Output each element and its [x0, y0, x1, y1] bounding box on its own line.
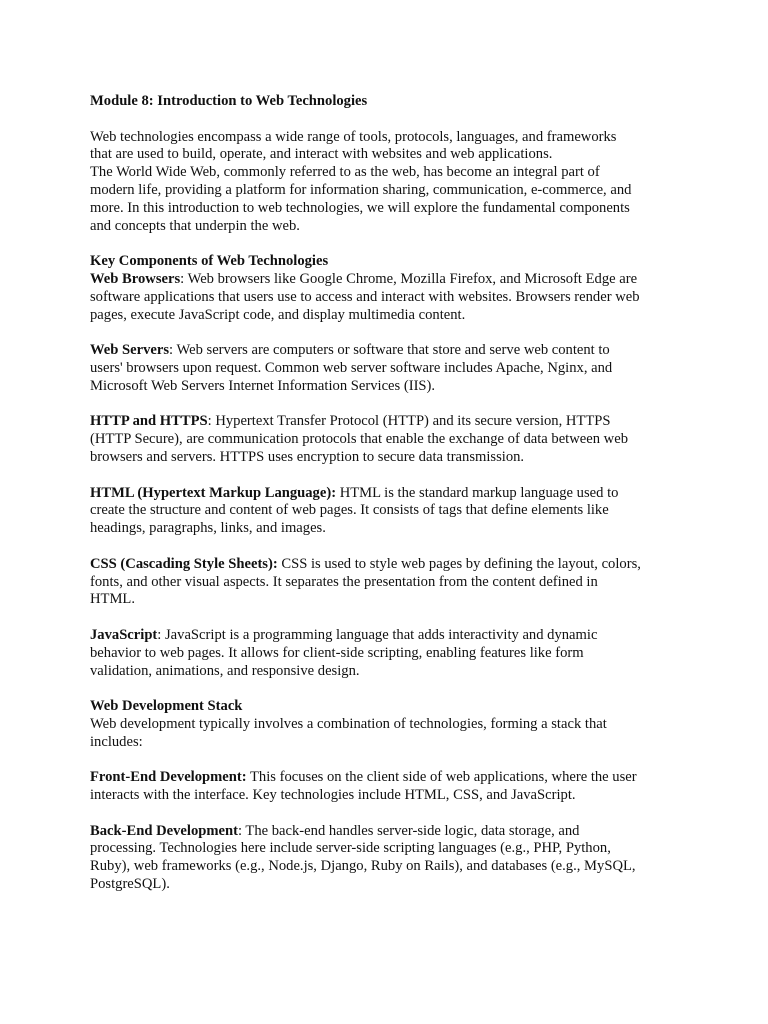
intro-line: more. In this introduction to web technologies, we will explore the fundamental components [90, 199, 630, 216]
component-separator: : [207, 413, 216, 430]
stack-item-term: Back-End Development [90, 822, 238, 839]
component-line: Microsoft Web Servers Internet Information Services (IIS). [90, 377, 436, 394]
stack-item-first-text: The back-end handles server-side logic, data storage, and [245, 822, 580, 839]
stack-item-first-text: This focuses on the client side of web applications, where the user [250, 769, 637, 786]
section-heading-stack: Web Development Stack [90, 698, 243, 715]
intro-line: The World Wide Web, commonly referred to as the web, has become an integral part of [90, 164, 600, 181]
intro-line: that are used to build, operate, and interact with websites and web applications. [90, 146, 553, 163]
stack-intro-line: includes: [90, 733, 143, 750]
component-first-line [90, 627, 686, 645]
component-first-line [90, 342, 686, 360]
component-first-text: HTML is the standard markup language used to [339, 484, 619, 501]
component-term: HTTP and HTTPS [90, 413, 208, 430]
intro-line: modern life, providing a platform for information sharing, communication, e-commerce, and [90, 181, 632, 198]
stack-intro-block [90, 698, 686, 751]
component-first-line [90, 556, 686, 574]
component-line: validation, animations, and responsive design. [90, 662, 360, 679]
component-term: Web Browsers [90, 270, 181, 287]
component-javascript [90, 627, 686, 680]
document-title: Module 8: Introduction to Web Technologies [90, 93, 368, 109]
component-line: users' browsers upon request. Common web server software includes Apache, Nginx, and [90, 359, 613, 376]
stack-item-term: Front-End Development: [90, 769, 247, 786]
component-separator: : [157, 626, 165, 643]
stack-item-line: processing. Technologies here include server-side scripting languages (e.g., PHP, Python, [90, 840, 611, 857]
component-http-https [90, 413, 686, 466]
stack-item-back-end [90, 823, 686, 894]
component-line: HTML. [90, 591, 135, 608]
component-web-browsers [90, 253, 686, 324]
component-html [90, 485, 686, 538]
stack-item-line: interacts with the interface. Key technologies include HTML, CSS, and JavaScript. [90, 787, 576, 804]
stack-item-line: PostgreSQL). [90, 876, 170, 893]
stack-item-separator: : [237, 822, 246, 839]
component-line: (HTTP Secure), are communication protocols that enable the exchange of data between web [90, 431, 628, 448]
component-line: pages, execute JavaScript code, and display multimedia content. [90, 306, 466, 323]
component-separator: : [180, 270, 188, 287]
intro-line: and concepts that underpin the web. [90, 217, 300, 234]
component-term: JavaScript [90, 626, 158, 643]
stack-item-first-line [90, 769, 686, 787]
component-first-line [90, 271, 686, 289]
component-line: create the structure and content of web pages. It consists of tags that define elements like [90, 502, 609, 519]
component-first-line [90, 413, 686, 431]
stack-intro-line: Web development typically involves a combination of technologies, forming a stack that [90, 715, 607, 732]
component-term: HTML (Hypertext Markup Language): [90, 484, 337, 501]
intro-paragraph [90, 129, 686, 236]
component-first-text: Web browsers like Google Chrome, Mozilla Firefox, and Microsoft Edge are [187, 270, 638, 287]
component-first-text: JavaScript is a programming language that adds interactivity and dynamic [165, 626, 598, 643]
component-separator: : [169, 342, 177, 359]
component-first-line [90, 485, 686, 503]
stack-item-first-line [90, 823, 686, 841]
component-first-text: Hypertext Transfer Protocol (HTTP) and its secure version, HTTPS [215, 413, 611, 430]
stack-item-front-end [90, 769, 686, 805]
component-first-text: CSS is used to style web pages by defining the layout, colors, [281, 555, 641, 572]
component-line: browsers and servers. HTTPS uses encryption to secure data transmission. [90, 448, 525, 465]
component-term: Web Servers [90, 342, 170, 359]
component-line: software applications that users use to access and interact with websites. Browsers render web [90, 288, 640, 305]
section-heading-key-components: Key Components of Web Technologies [90, 253, 329, 270]
component-web-servers [90, 342, 686, 395]
stack-item-line: Ruby), web frameworks (e.g., Node.js, Django, Ruby on Rails), and databases (e.g., MySQL, [90, 858, 636, 875]
component-line: fonts, and other visual aspects. It separates the presentation from the content defined in [90, 573, 598, 590]
component-term: CSS (Cascading Style Sheets): [90, 555, 278, 572]
component-css [90, 556, 686, 609]
document-page [90, 93, 686, 912]
component-first-text: Web servers are computers or software that store and serve web content to [176, 342, 610, 359]
component-line: behavior to web pages. It allows for client-side scripting, enabling features like form [90, 644, 584, 661]
document-title-block [90, 93, 686, 111]
intro-line: Web technologies encompass a wide range of tools, protocols, languages, and frameworks [90, 128, 617, 145]
component-line: headings, paragraphs, links, and images. [90, 520, 326, 537]
